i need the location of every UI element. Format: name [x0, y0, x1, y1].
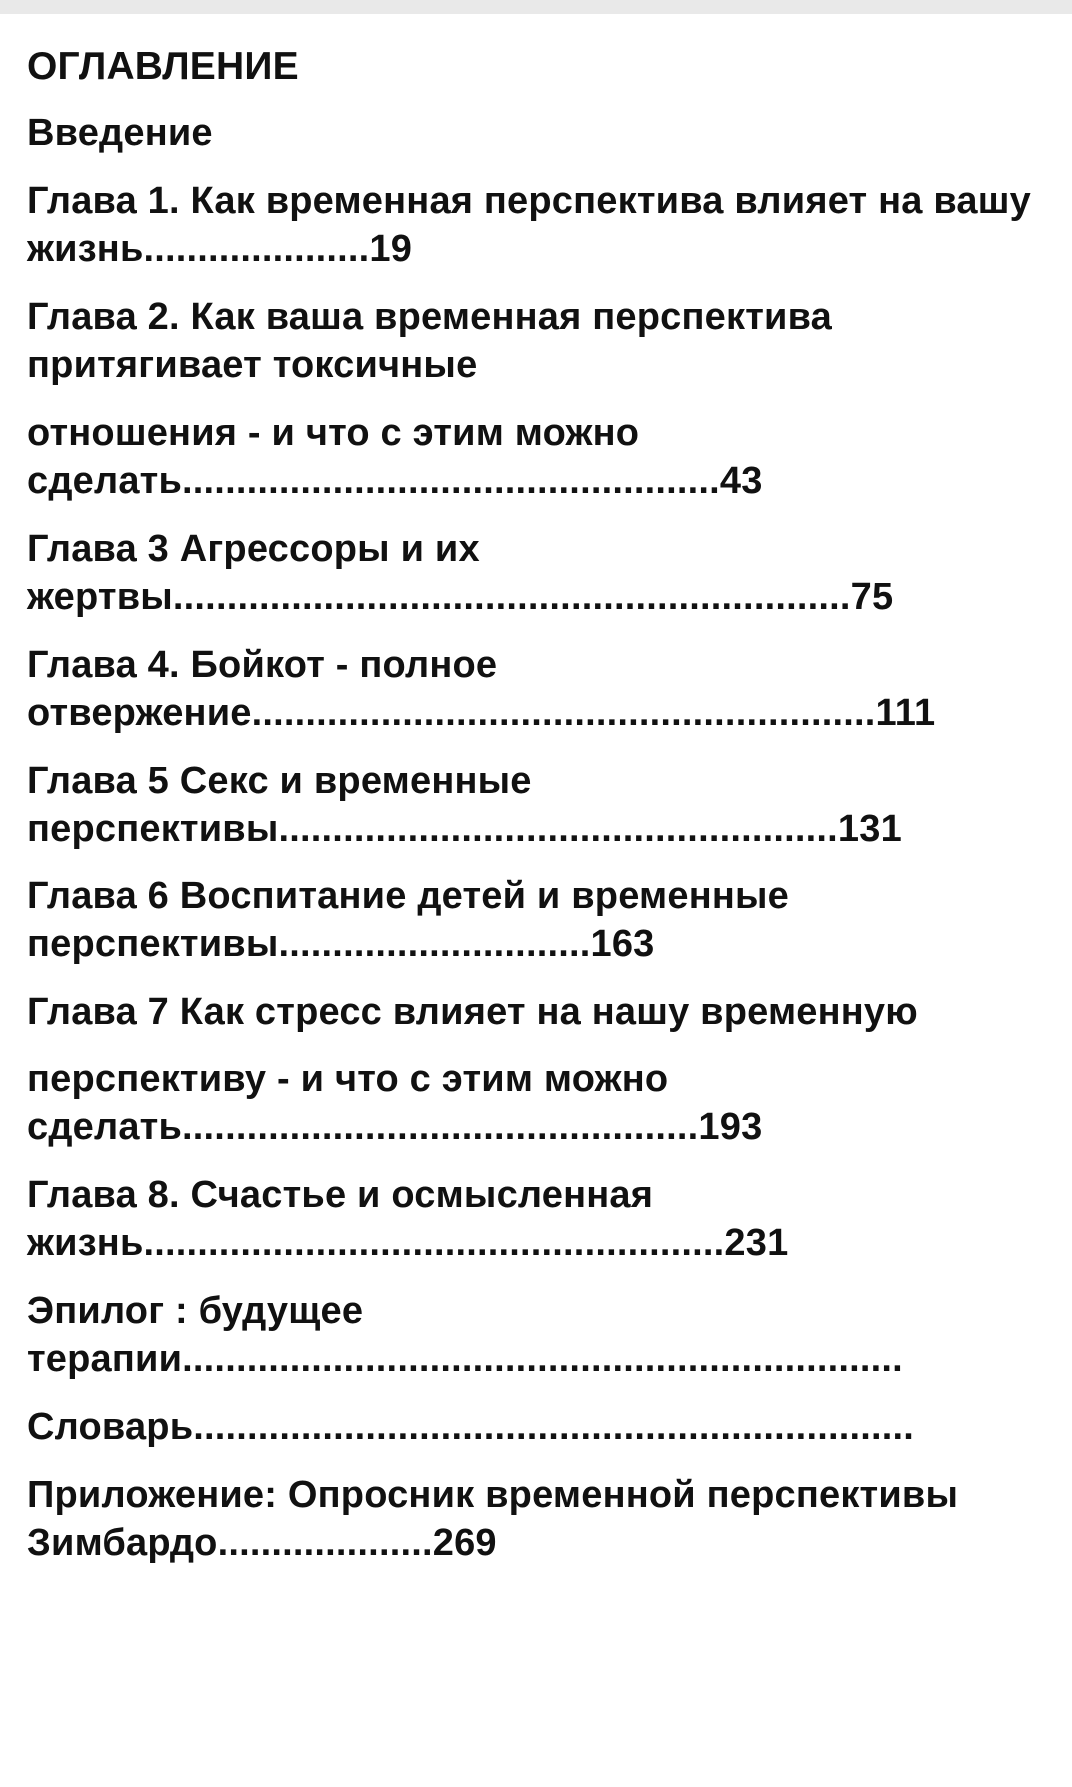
toc-entry-1-line-2: жизнь.....................19 [27, 228, 413, 270]
toc-entry-appendix-line-2: Зимбардо....................269 [27, 1522, 497, 1564]
toc-entry-7-line-1: Глава 7 Как стресс влияет на нашу временную [27, 991, 918, 1033]
toc-entry-4-line-1: Глава 4. Бойкот - полное [27, 644, 498, 686]
toc-entry-6-line-1: Глава 6 Воспитание детей и временные [27, 875, 789, 917]
toc-entry-2-line-4: сделать..................................................43 [27, 460, 763, 502]
toc-entry-2-line-1: Глава 2. Как ваша временная перспектива [27, 296, 832, 338]
toc-entry-7-line-3: сделать................................................193 [27, 1106, 763, 1148]
toc-entry-2-line-2: притягивает токсичные [27, 344, 478, 386]
toc-title: ОГЛАВЛЕНИЕ [27, 45, 299, 88]
toc-entry-1-line-1: Глава 1. Как временная перспектива влияет на вашу [27, 180, 1031, 222]
toc-entry-2-line-3: отношения - и что с этим можно [27, 412, 640, 454]
toc-entry-glossary: Словарь................................................................... [27, 1406, 915, 1448]
toc-entry-epilogue-line-1: Эпилог : будущее [27, 1290, 364, 1332]
toc-entry-3-line-1: Глава 3 Агрессоры и их [27, 528, 480, 570]
toc-entry-appendix-line-1: Приложение: Опросник временной перспективы [27, 1474, 959, 1516]
toc-entry-5-line-2: перспективы....................................................131 [27, 808, 902, 850]
toc-entry-6-line-2: перспективы.............................163 [27, 923, 655, 965]
toc-entry-epilogue-line-2: терапии................................................................... [27, 1338, 903, 1380]
toc-entry-3-line-2: жертвы...............................................................75 [27, 576, 894, 618]
toc-entry-4-line-2: отвержение..........................................................111 [27, 692, 936, 734]
table-of-contents [27, 0, 1072, 1787]
toc-entry-7-line-2: перспективу - и что с этим можно [27, 1058, 669, 1100]
toc-entry-5-line-1: Глава 5 Секс и временные [27, 760, 532, 802]
toc-entry-8-line-1: Глава 8. Счастье и осмысленная [27, 1174, 654, 1216]
toc-entry-8-line-2: жизнь......................................................231 [27, 1222, 789, 1264]
toc-intro: Введение [27, 112, 213, 154]
